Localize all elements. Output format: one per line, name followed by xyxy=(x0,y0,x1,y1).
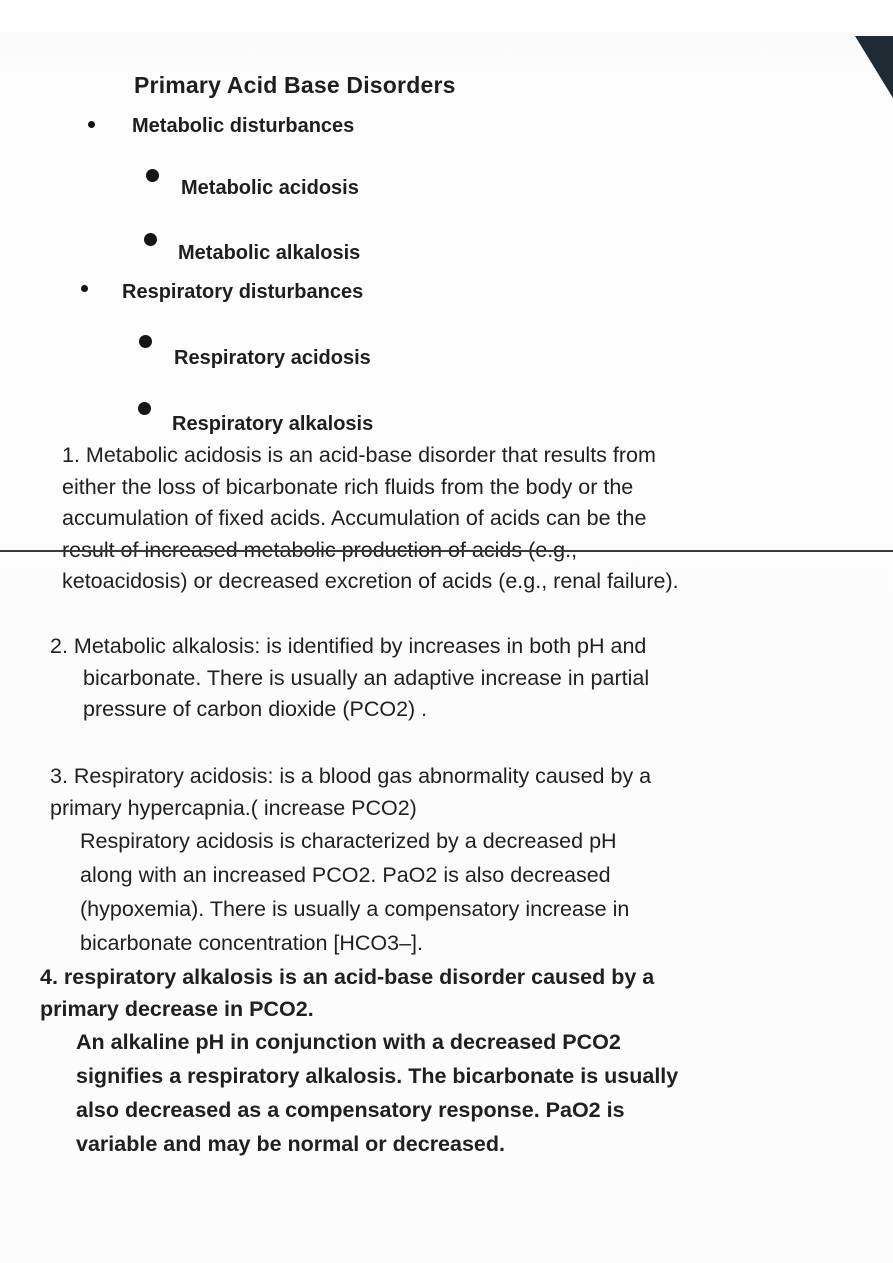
section-metabolic-alkalosis xyxy=(50,631,649,726)
text-line: 1. Metabolic acidosis is an acid-base disorder that results from xyxy=(62,443,656,467)
outline-subitem: Metabolic acidosis xyxy=(181,177,359,199)
bullet-dot xyxy=(88,121,95,128)
text-line: accumulation of fixed acids. Accumulation of acids can be the xyxy=(62,506,647,530)
text-line: also decreased as a compensatory response. PaO2 is xyxy=(76,1098,625,1122)
text-line: primary hypercapnia.( increase PCO2) xyxy=(50,795,417,820)
section-respiratory-acidosis xyxy=(50,761,651,960)
text-line: result of increased metabolic production of acids (e.g., xyxy=(62,537,578,562)
bullet-dot xyxy=(81,285,88,292)
section-respiratory-alkalosis xyxy=(40,962,678,1161)
text-line: 2. Metabolic alkalosis: is identified by increases in both pH and xyxy=(50,634,647,658)
text-line: variable and may be normal or decreased. xyxy=(76,1132,505,1156)
bullet-dot-large xyxy=(138,402,151,415)
text-line: Respiratory acidosis is characterized by a decreased pH xyxy=(80,829,617,853)
outline-subitem: Metabolic alkalosis xyxy=(178,242,361,264)
bullet-dot-large xyxy=(144,233,157,246)
outline-item-metabolic: Metabolic disturbances xyxy=(132,115,355,137)
page-title: Primary Acid Base Disorders xyxy=(134,72,456,98)
text-line: An alkaline pH in conjunction with a decreased PCO2 xyxy=(76,1030,621,1054)
scan-artifact-line xyxy=(0,550,893,552)
text-line: 3. Respiratory acidosis: is a blood gas abnormality caused by a xyxy=(50,764,652,788)
outline-subitem: Respiratory acidosis xyxy=(174,347,371,369)
corner-fold-mark xyxy=(855,36,893,98)
text-line: along with an increased PCO2. PaO2 is also decreased xyxy=(80,863,611,887)
bullet-dot-large xyxy=(139,335,152,348)
outline-subitem: Respiratory alkalosis xyxy=(172,413,374,435)
page-top-margin xyxy=(0,0,893,32)
bullet-dot-large xyxy=(146,169,159,182)
section-metabolic-acidosis xyxy=(62,440,679,598)
text-line: bicarbonate. There is usually an adaptive increase in partial xyxy=(83,665,650,690)
text-line: either the loss of bicarbonate rich fluids from the body or the xyxy=(62,474,634,499)
text-line: ketoacidosis) or decreased excretion of acids (e.g., renal failure). xyxy=(62,569,679,593)
text-line: pressure of carbon dioxide (PCO2) . xyxy=(83,697,428,721)
text-line: (hypoxemia). There is usually a compensatory increase in xyxy=(80,897,630,921)
text-line: primary decrease in PCO2. xyxy=(40,996,314,1021)
text-line: bicarbonate concentration [HCO3–]. xyxy=(80,931,424,955)
text-line: signifies a respiratory alkalosis. The bicarbonate is usually xyxy=(76,1064,679,1088)
outline-item-respiratory: Respiratory disturbances xyxy=(122,281,364,303)
text-line: 4. respiratory alkalosis is an acid-base disorder caused by a xyxy=(40,965,655,989)
